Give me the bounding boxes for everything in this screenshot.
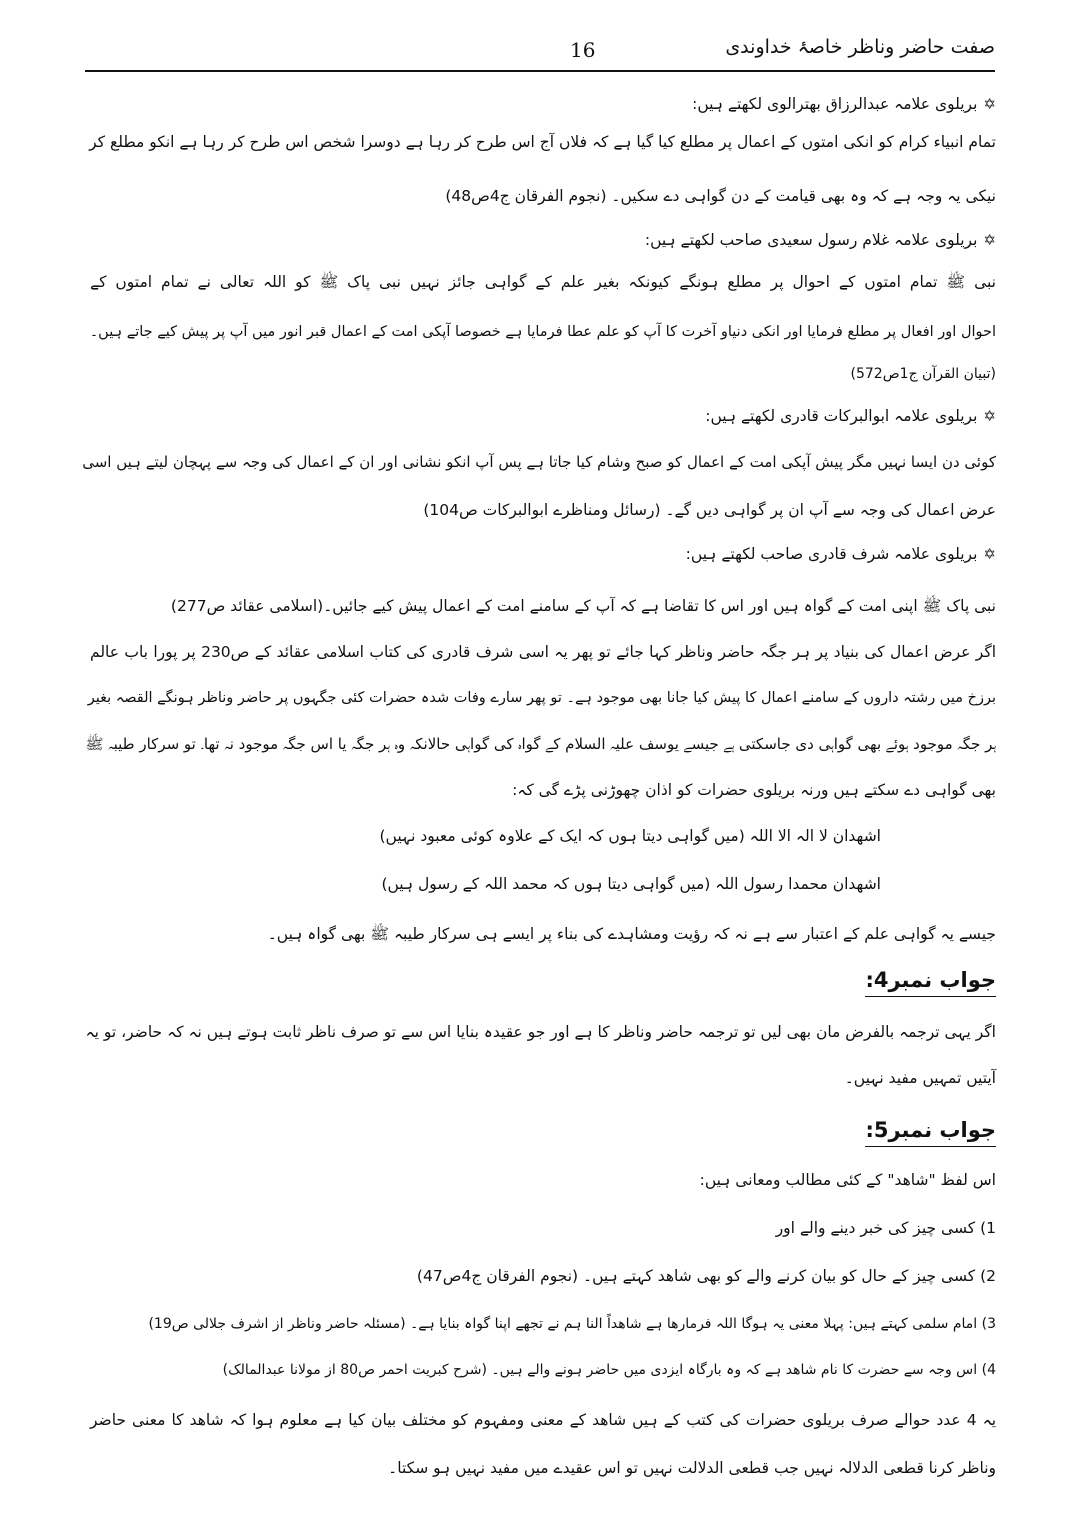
paragraph-line: نبی پاک ﷺ اپنی امت کے گواہ ہیں اور اس کا تقاضا ہے کہ آپ کے سامنے امت کے اعمال پیش کیے جائیں۔(اسلامی عقائد ص277) — [170, 597, 996, 615]
section-heading: ✡بریلوی علامہ ابوالبرکات قادری لکھتے ہیں: — [705, 407, 996, 425]
quoted-line: اشھدان لا الہ الا اللہ (میں گواہی دیتا ہوں کہ ایک کے علاوہ کوئی معبود نہیں) — [379, 827, 881, 845]
list-item: 4) اس وجہ سے حضرت کا نام شاھد ہے کہ وہ بارگاہ ایزدی میں حاضر ہونے والے ہیں۔ (شرح کبریت احمر ص80 از مولانا عبدالمالک) — [222, 1362, 996, 1378]
paragraph-line: اگر عرض اعمال کی بنیاد پر ہر جگہ حاضر وناظر کہا جائے تو پھر یہ اسی شرف قادری کی کتاب اسلامی عقائد کے ص230 پر پورا باب عالم — [90, 643, 997, 661]
paragraph-line: اگر یہی ترجمہ بالفرض مان بھی لیں تو ترجمہ حاضر وناظر کا ہے اور جو عقیدہ بنایا اس سے تو صرف ناظر ثابت ہوتے ہیں نہ کہ حاضر، تو یہ — [85, 1023, 996, 1041]
paragraph-line: تمام انبیاء کرام کو انکی امتوں کے اعمال پر مطلع کیا گیا ہے کہ فلاں آج اس طرح کر رہا ہے دوسرا شخص اس طرح کر رہا ہے انکو مطلع کر — [89, 133, 996, 151]
page-header — [85, 30, 995, 70]
paragraph-line: یہ 4 عدد حوالے صرف بریلوی حضرات کی کتب کے ہیں شاھد کے معنی ومفہوم کو مختلف بیان کیا ہے معلوم ہوا کہ شاھد کا معنی حاضر — [90, 1411, 997, 1429]
paragraph-line: نبی ﷺ تمام امتوں کے احوال پر مطلع ہونگے کیونکہ بغیر علم کے گواہی جائز نہیں نبی پاک ﷺ کو اللہ تعالی نے تمام امتوں کے — [90, 273, 996, 291]
paragraph-line: عرض اعمال کی وجہ سے آپ ان پر گواہی دیں گے۔ (رسائل ومناظرے ابوالبرکات ص104) — [423, 501, 996, 519]
section-heading: ✡بریلوی علامہ عبدالرزاق بھترالوی لکھتے ہیں: — [692, 95, 996, 113]
paragraph-line: وناظر کرنا قطعی الدلالہ نہیں جب قطعی الدلالت نہیں تو اس عقیدے میں مفید نہیں ہو سکتا۔ — [388, 1459, 996, 1477]
star-bullet-icon: ✡ — [983, 95, 996, 113]
list-item: 3) امام سلمی کہتے ہیں: پہلا معنی یہ ہوگا اللہ فرمارھا ہے شاھداً النا ہم نے تجھے اپنا گواہ بنایا ہے۔ (مسئلہ حاضر وناظر از اشرف جلالی ص19) — [148, 1316, 996, 1332]
header-title: صفت حاضر وناظر خاصۂ خداوندی — [725, 36, 995, 58]
star-bullet-icon: ✡ — [983, 545, 996, 563]
paragraph-line: ہر جگہ موجود ہوئے بھی گواہی دی جاسکتی ہے جیسے یوسف علیہ السلام کے گواہ کی گواہی حالانکہ وہ ہر جگہ یا اس جگہ موجود نہ تھا۔ تو سرکار طیبہ ﷺ — [85, 735, 996, 753]
page-number: 16 — [570, 38, 596, 62]
paragraph-line: برزخ میں رشتہ داروں کے سامنے اعمال کا پیش کیا جانا بھی موجود ہے۔ تو پھر سارے وفات شدہ حضرات کئی جگہوں پر حاضر وناظر ہونگے القصہ بغیر — [87, 690, 996, 706]
paragraph-line: جیسے یہ گواہی علم کے اعتبار سے ہے نہ کہ رؤیت ومشاہدے کی بناء پر ایسے ہی سرکار طیبہ ﷺ بھی گواہ ہیں۔ — [267, 925, 996, 943]
section-heading: ✡بریلوی علامہ غلام رسول سعیدی صاحب لکھتے ہیں: — [644, 231, 996, 249]
quoted-line: اشھدان محمدا رسول اللہ (میں گواہی دیتا ہوں کہ محمد اللہ کے رسول ہیں) — [381, 875, 881, 893]
header-rule — [85, 70, 995, 72]
answer-heading: جواب نمبر4: — [865, 964, 996, 997]
list-item: 1) کسی چیز کی خبر دینے والے اور — [775, 1219, 996, 1237]
paragraph-line: آیتیں تمہیں مفید نہیں۔ — [844, 1069, 996, 1087]
paragraph-line: کوئی دن ایسا نہیں مگر پیش آپکی امت کے اعمال کو صبح وشام کیا جاتا ہے پس آپ انکو نشانی اور ان کے اعمال کی وجہ سے پہچان لیتے ہیں اسی — [82, 453, 996, 471]
list-item: 2) کسی چیز کے حال کو بیان کرنے والے کو بھی شاھد کہتے ہیں۔ (نجوم الفرقان ج4ص47) — [416, 1267, 996, 1285]
answer-heading: جواب نمبر5: — [865, 1114, 996, 1147]
paragraph-line: اس لفظ "شاھد" کے کئی مطالب ومعانی ہیں: — [699, 1171, 996, 1189]
paragraph-line: بھی گواہی دے سکتے ہیں ورنہ بریلوی حضرات کو اذان چھوڑنی پڑے گی کہ: — [512, 781, 996, 799]
star-bullet-icon: ✡ — [983, 231, 996, 249]
paragraph-line: نیکی یہ وجہ ہے کہ وہ بھی قیامت کے دن گواہی دے سکیں۔ (نجوم الفرقان ج4ص48) — [445, 187, 996, 205]
star-bullet-icon: ✡ — [983, 407, 996, 425]
section-heading: ✡بریلوی علامہ شرف قادری صاحب لکھتے ہیں: — [685, 545, 996, 563]
citation: (تبیان القرآن ج1ص572) — [850, 366, 996, 382]
paragraph-line: احوال اور افعال پر مطلع فرمایا اور انکی دنیاو آخرت کا آپ کو علم عطا فرمایا ہے خصوصا آپکی امت کے اعمال قبر انور میں آپ پر پیش کیے جاتے ہیں۔ — [89, 324, 996, 340]
